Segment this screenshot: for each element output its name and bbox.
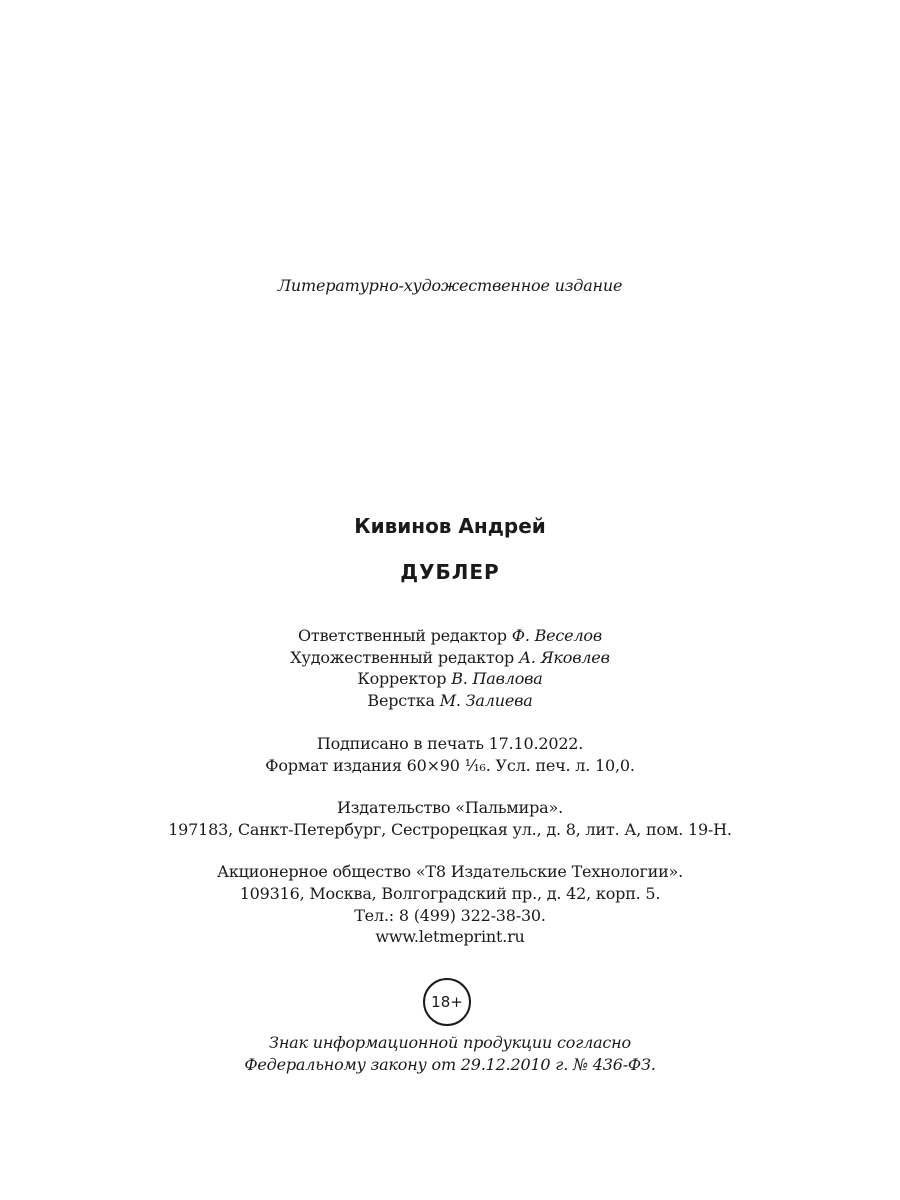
edition-type: Литературно-художественное издание	[277, 276, 623, 295]
credit-name: М. Залиева	[439, 691, 533, 710]
credit-role: Ответственный редактор	[298, 626, 512, 645]
credit-layout	[0, 690, 900, 712]
age-rating-badge	[423, 978, 471, 1026]
credit-corrector	[0, 668, 900, 690]
publisher-name: Издательство «Пальмира».	[337, 798, 563, 817]
credit-role: Корректор	[357, 669, 452, 688]
publisher-address: 197183, Санкт-Петербург, Сестрорецкая ул., д. 8, лит. А, пом. 19-Н.	[168, 820, 732, 839]
credit-editor	[0, 625, 900, 647]
book-author: Кивинов Андрей	[354, 514, 546, 538]
print-format: Формат издания 60×90 ¹⁄₁₆. Усл. печ. л. 10,0.	[265, 756, 635, 775]
age-note-line-2: Федеральному закону от 29.12.2010 г. № 436-ФЗ.	[244, 1055, 656, 1074]
age-note-line-1: Знак информационной продукции согласно	[269, 1033, 631, 1052]
credit-name: Ф. Веселов	[511, 626, 602, 645]
credit-role: Верстка	[367, 691, 440, 710]
printer-website: www.letmeprint.ru	[375, 927, 525, 946]
book-title: ДУБЛЕР	[400, 560, 500, 584]
printer-phone: Тел.: 8 (499) 322-38-30.	[354, 906, 546, 925]
credit-role: Художественный редактор	[290, 648, 519, 667]
credit-name: А. Яковлев	[519, 648, 610, 667]
print-signed-date: Подписано в печать 17.10.2022.	[316, 734, 584, 753]
printer-name: Акционерное общество «Т8 Издательские Технологии».	[216, 862, 684, 881]
printer-address: 109316, Москва, Волгоградский пр., д. 42, корп. 5.	[239, 884, 661, 903]
credit-name: В. Павлова	[451, 669, 543, 688]
credit-art-editor	[0, 647, 900, 669]
age-rating-text: 18+	[431, 993, 463, 1011]
